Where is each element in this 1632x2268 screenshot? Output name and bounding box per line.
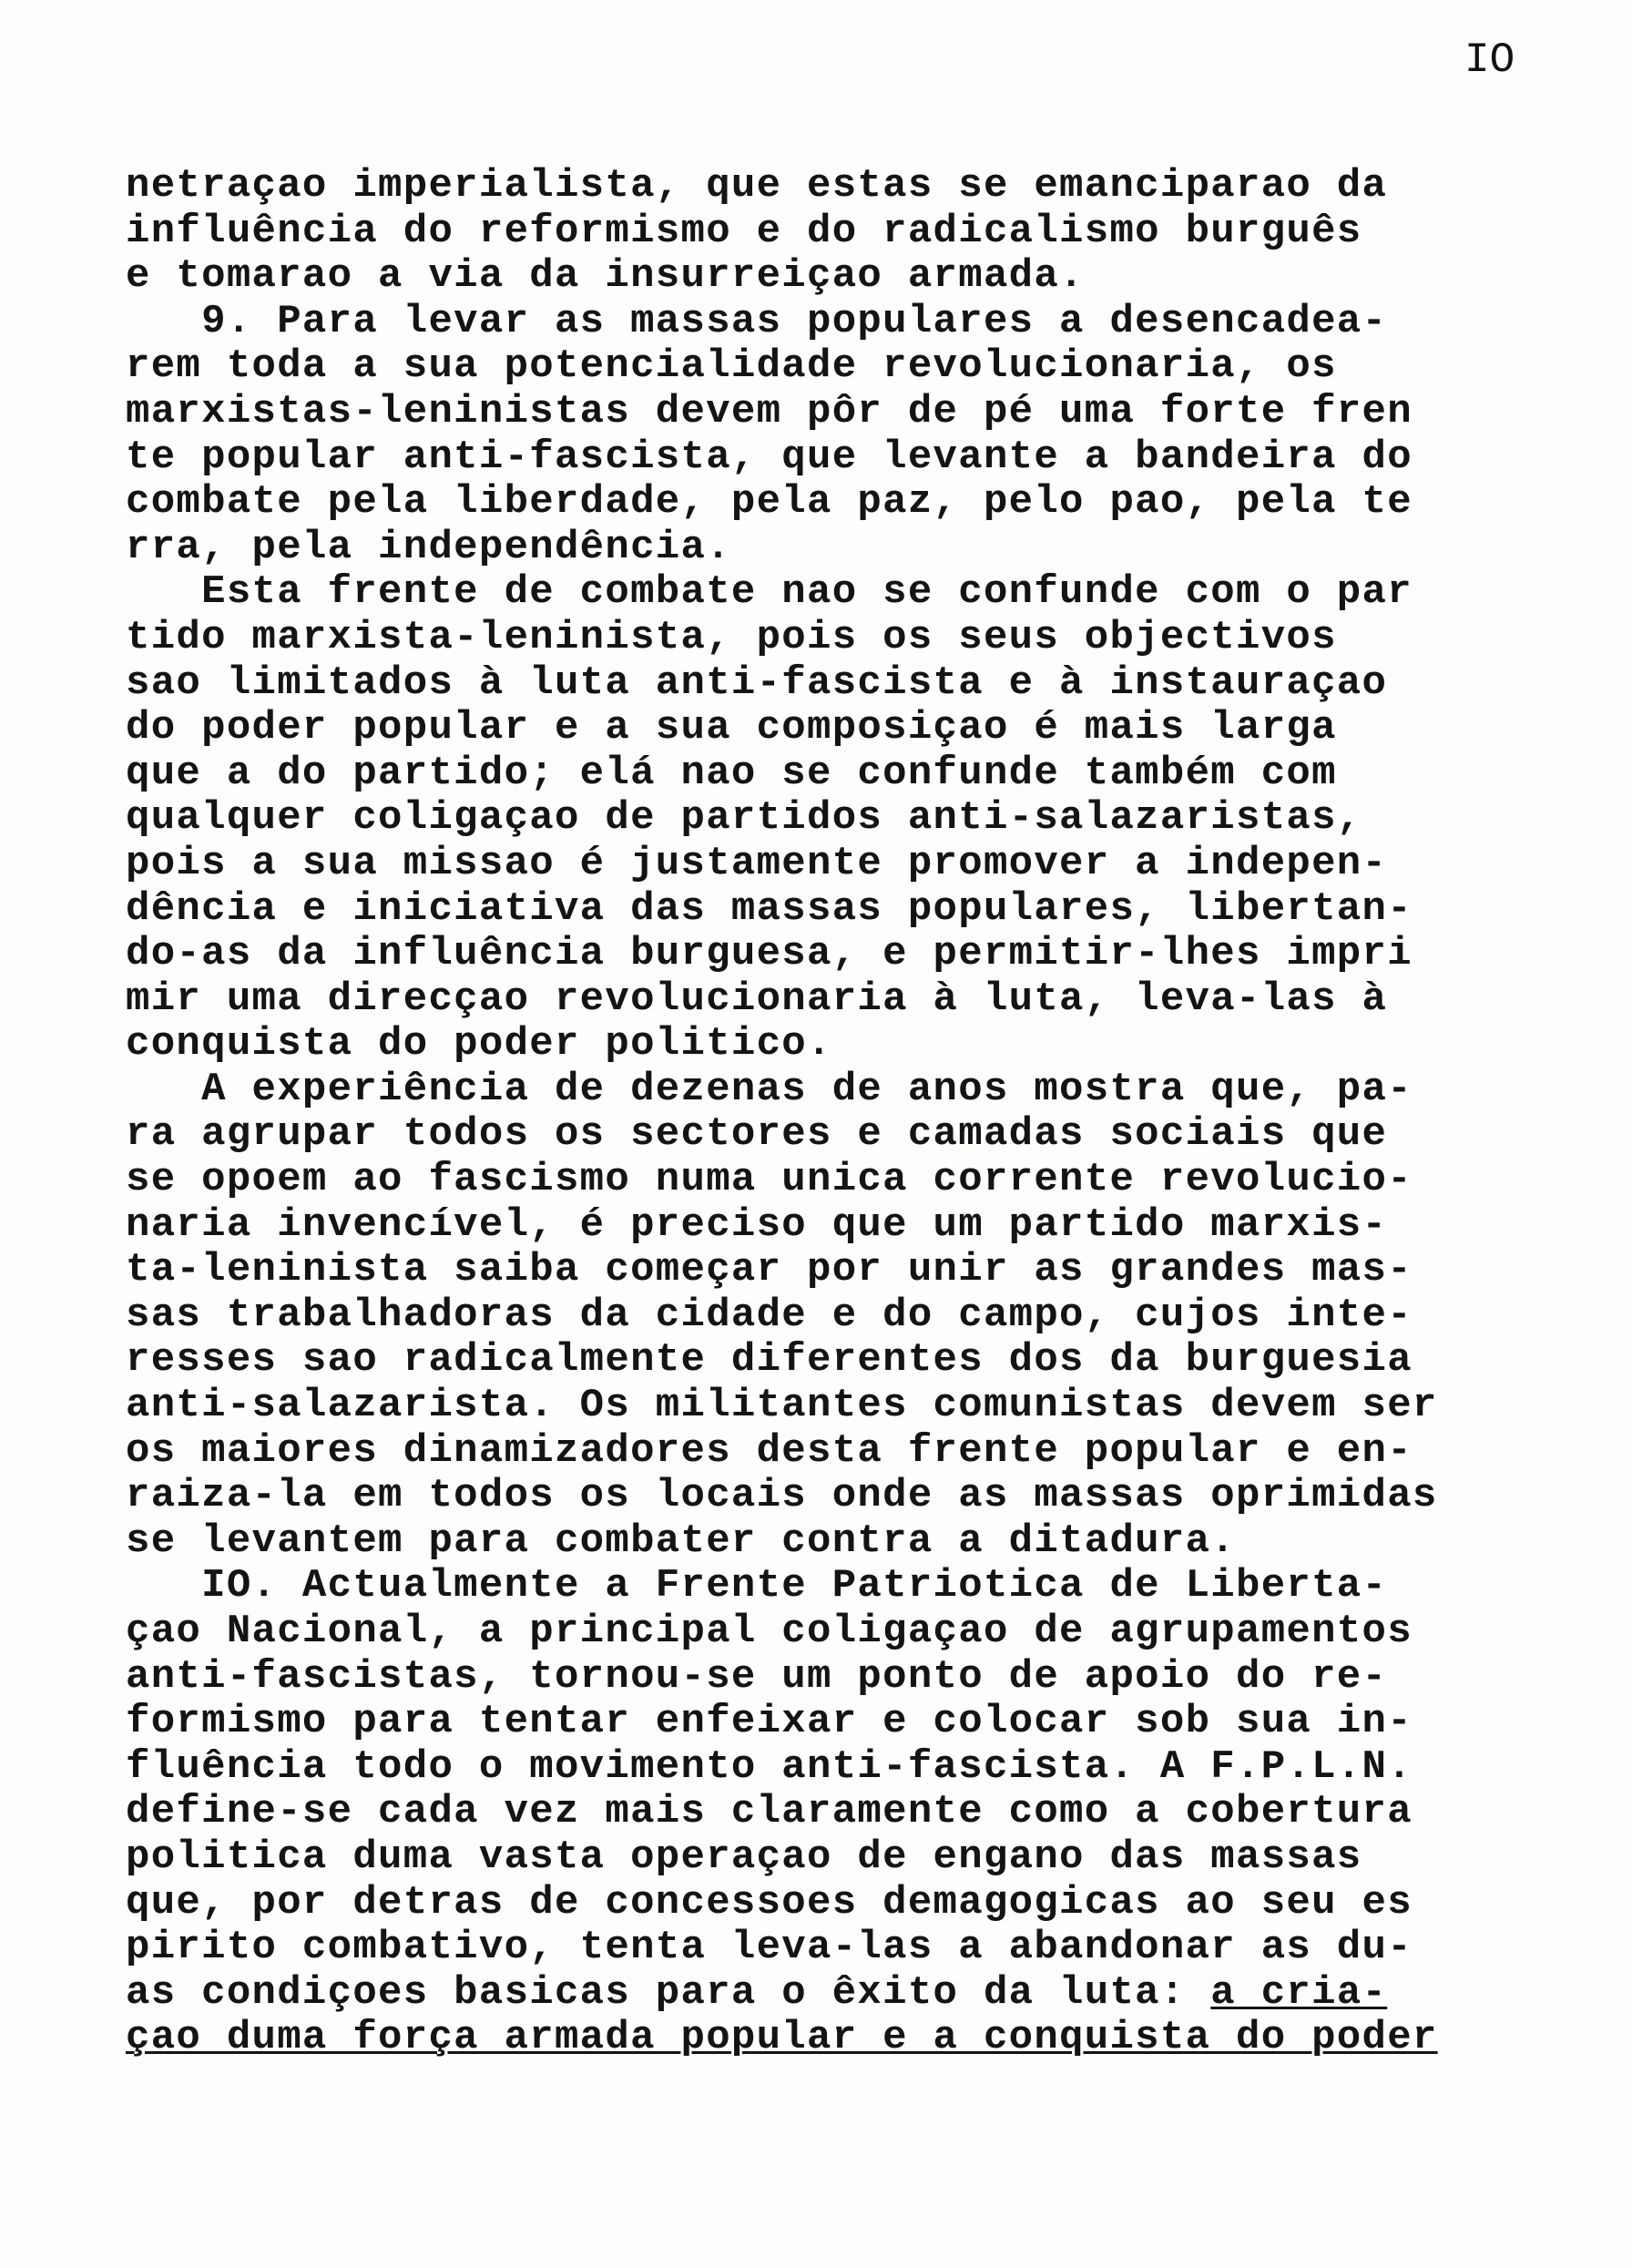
text-line: define-se cada vez mais claramente como a cobertura bbox=[126, 1789, 1413, 1835]
text-line-underlined bbox=[126, 2016, 1546, 2061]
text-line: tido marxista-leninista, pois os seus objectivos bbox=[126, 614, 1337, 660]
page-number: IO bbox=[1464, 36, 1515, 84]
text-line: 9. Para levar as massas populares a desencadea- bbox=[126, 298, 1388, 344]
text-line: do-as da influência burguesa, e permitir-lhes impri bbox=[126, 931, 1413, 977]
text-line-with-underline bbox=[126, 1971, 1546, 2017]
text-line: pois a sua missao é justamente promover a indepen- bbox=[126, 840, 1388, 886]
text-line: marxistas-leninistas devem pôr de pé uma forte fren bbox=[126, 388, 1413, 434]
text-line: que, por detras de concessoes demagogicas ao seu es bbox=[126, 1879, 1413, 1926]
text-line: IO. Actualmente a Frente Patriotica de Liberta- bbox=[126, 1563, 1388, 1609]
text-line: combate pela liberdade, pela paz, pelo pao, pela te bbox=[126, 479, 1413, 526]
text-line: sas trabalhadoras da cidade e do campo, cujos inte- bbox=[126, 1292, 1413, 1338]
text-line: Esta frente de combate nao se confunde com o par bbox=[126, 569, 1413, 616]
text-line: formismo para tentar enfeixar e colocar sob sua in- bbox=[126, 1699, 1413, 1745]
text-line: dência e iniciativa das massas populares, libertan- bbox=[126, 885, 1413, 932]
text-line: conquista do poder politico. bbox=[126, 1021, 832, 1068]
text-line: anti-salazarista. Os militantes comunistas devem ser bbox=[126, 1383, 1438, 1429]
underlined-text: a cria- bbox=[1210, 1969, 1388, 2016]
text-line: netraçao imperialista, que estas se emanciparao da bbox=[126, 163, 1388, 209]
text-line: mir uma direcçao revolucionaria à luta, leva-las à bbox=[126, 976, 1388, 1022]
underlined-text: çao duma força armada popular e a conquista do poder bbox=[126, 2015, 1438, 2061]
text-line: rra, pela independência. bbox=[126, 524, 731, 570]
text-line: fluência todo o movimento anti-fascista. A F.P.L.N. bbox=[126, 1743, 1413, 1790]
text-segment: as condiçoes basicas para o êxito da luta: bbox=[126, 1969, 1211, 2016]
text-line: politica duma vasta operaçao de engano das massas bbox=[126, 1834, 1362, 1880]
text-line: raiza-la em todos os locais onde as massas oprimidas bbox=[126, 1473, 1438, 1519]
body-text bbox=[126, 164, 1546, 2061]
text-line: naria invencível, é preciso que um partido marxis- bbox=[126, 1201, 1388, 1248]
text-line: A experiência de dezenas de anos mostra que, pa- bbox=[126, 1066, 1413, 1112]
text-line: qualquer coligaçao de partidos anti-salazaristas, bbox=[126, 795, 1362, 842]
text-line: se opoem ao fascismo numa unica corrente revolucio- bbox=[126, 1157, 1413, 1203]
text-line: te popular anti-fascista, que levante a bandeira do bbox=[126, 434, 1413, 480]
text-line: se levantem para combater contra a ditadura. bbox=[126, 1517, 1236, 1564]
text-line: resses sao radicalmente diferentes dos da burguesia bbox=[126, 1337, 1413, 1384]
text-line: do poder popular e a sua composiçao é mais larga bbox=[126, 705, 1337, 751]
text-line: pirito combativo, tenta leva-las a abandonar as du- bbox=[126, 1925, 1413, 1971]
text-line: ta-leninista saiba começar por unir as grandes mas- bbox=[126, 1247, 1413, 1293]
text-line: os maiores dinamizadores desta frente popular e en- bbox=[126, 1427, 1413, 1474]
text-line: ra agrupar todos os sectores e camadas sociais que bbox=[126, 1111, 1388, 1158]
text-line: rem toda a sua potencialidade revolucionaria, os bbox=[126, 343, 1337, 390]
text-line: anti-fascistas, tornou-se um ponto de apoio do re- bbox=[126, 1653, 1388, 1700]
text-line: çao Nacional, a principal coligaçao de agrupamentos bbox=[126, 1609, 1413, 1654]
text-line: que a do partido; elá nao se confunde também com bbox=[126, 750, 1337, 796]
text-line: influência do reformismo e do radicalismo burguês bbox=[126, 208, 1362, 254]
text-line: sao limitados à luta anti-fascista e à instauraçao bbox=[126, 659, 1388, 706]
text-line: e tomarao a via da insurreiçao armada. bbox=[126, 253, 1085, 300]
